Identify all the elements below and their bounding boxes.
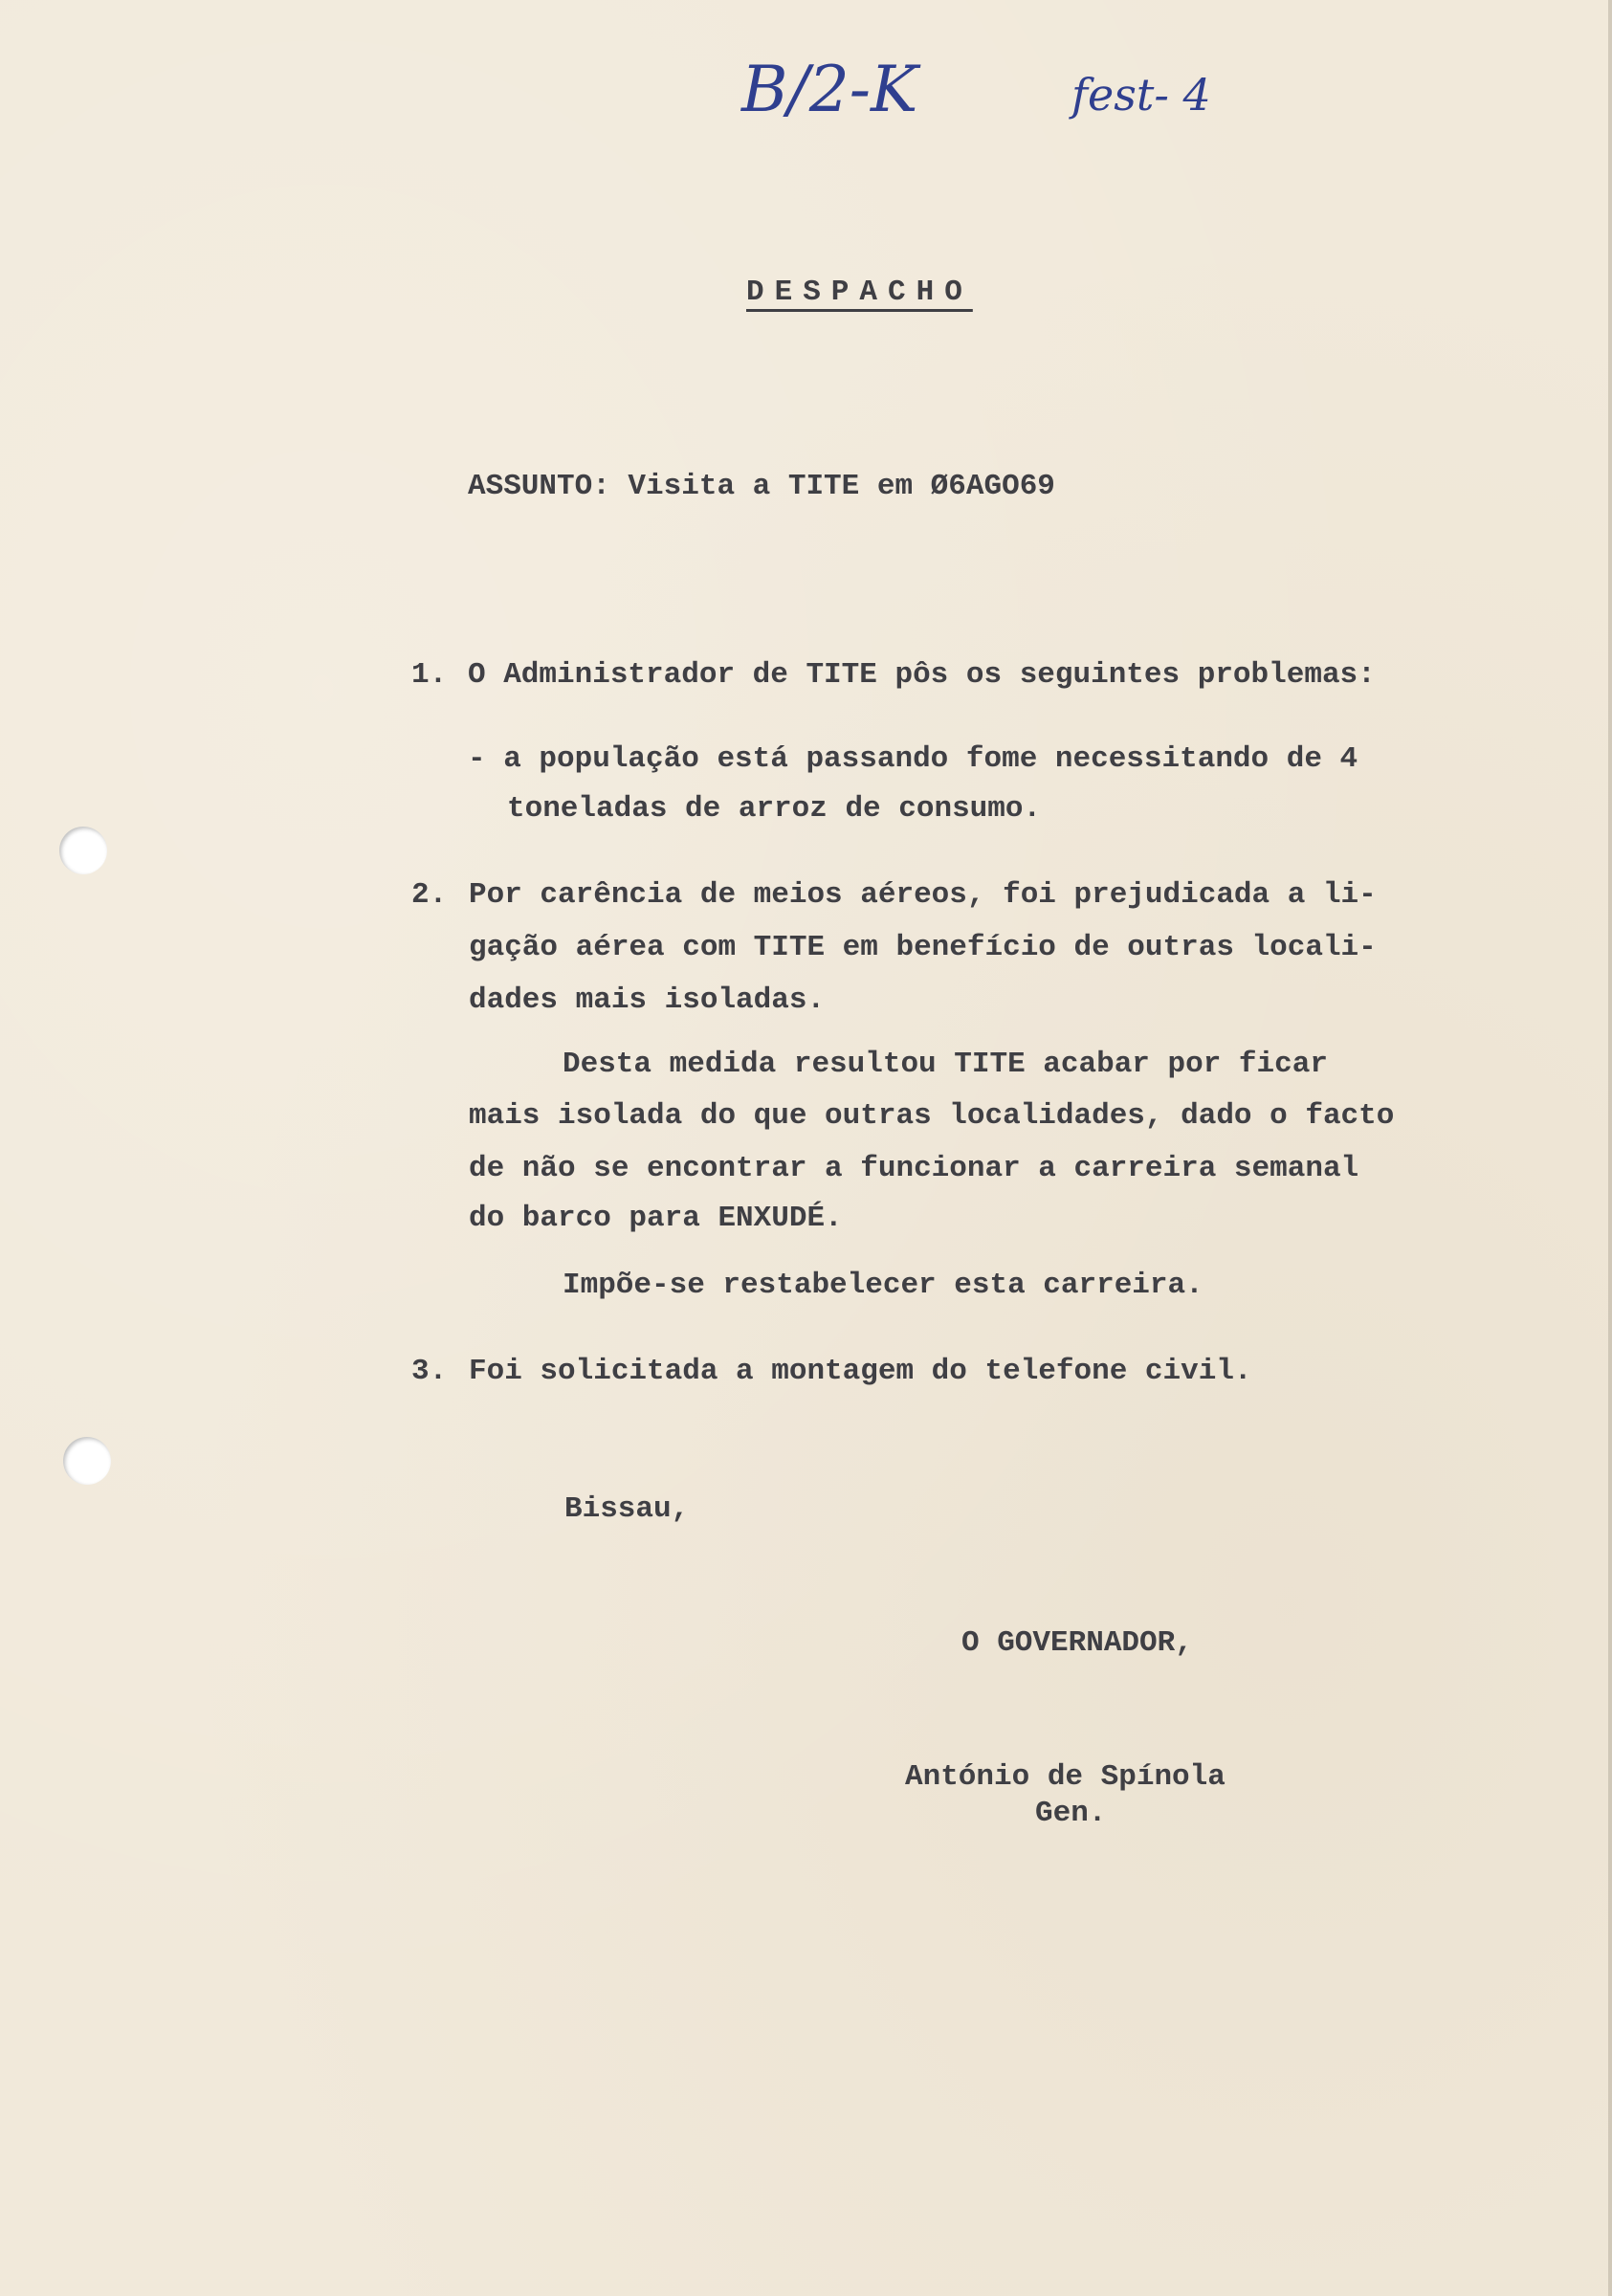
handwritten-folio: fest- 4 <box>1071 69 1211 121</box>
signature-name: António de Spínola <box>905 1760 1226 1794</box>
item-2-line-1: Por carência de meios aéreos, foi prejudicada a li- <box>469 878 1377 912</box>
document-title: DESPACHO <box>746 276 973 309</box>
item-2-paragraph-line-3: de não se encontrar a funcionar a carreira semanal <box>469 1152 1359 1185</box>
item-1-bullet-line-1: - a população está passando fome necessitando de 4 <box>468 742 1358 776</box>
item-1-number: 1. <box>411 658 448 692</box>
signature-rank: Gen. <box>1035 1797 1107 1830</box>
item-3-line-1: Foi solicitada a montagem do telefone civil. <box>469 1355 1252 1388</box>
item-2-line-2: gação aérea com TITE em benefício de outras locali- <box>469 931 1377 964</box>
page-edge-shadow <box>1608 0 1612 2296</box>
item-1-line-1: O Administrador de TITE pôs os seguintes problemas: <box>468 658 1376 692</box>
subject-line: ASSUNTO: Visita a TITE em Ø6AGO69 <box>468 470 1055 503</box>
handwritten-reference: B/2-K <box>741 53 918 126</box>
item-3-number: 3. <box>411 1355 448 1388</box>
punch-hole-top <box>59 827 107 874</box>
item-2-paragraph-line-1: Desta medida resultou TITE acabar por ficar <box>563 1048 1328 1081</box>
signature-role: O GOVERNADOR, <box>961 1626 1193 1660</box>
item-1-bullet-line-2: toneladas de arroz de consumo. <box>507 792 1042 826</box>
punch-hole-bottom <box>63 1437 111 1485</box>
place-line: Bissau, <box>564 1492 690 1526</box>
item-2-number: 2. <box>411 878 448 912</box>
item-2-paragraph-line-2: mais isolada do que outras localidades, dado o facto <box>469 1099 1395 1133</box>
item-2-line-3: dades mais isoladas. <box>469 983 826 1017</box>
item-2-closing-line: Impõe-se restabelecer esta carreira. <box>563 1269 1203 1302</box>
item-2-paragraph-line-4: do barco para ENXUDÉ. <box>469 1202 843 1235</box>
